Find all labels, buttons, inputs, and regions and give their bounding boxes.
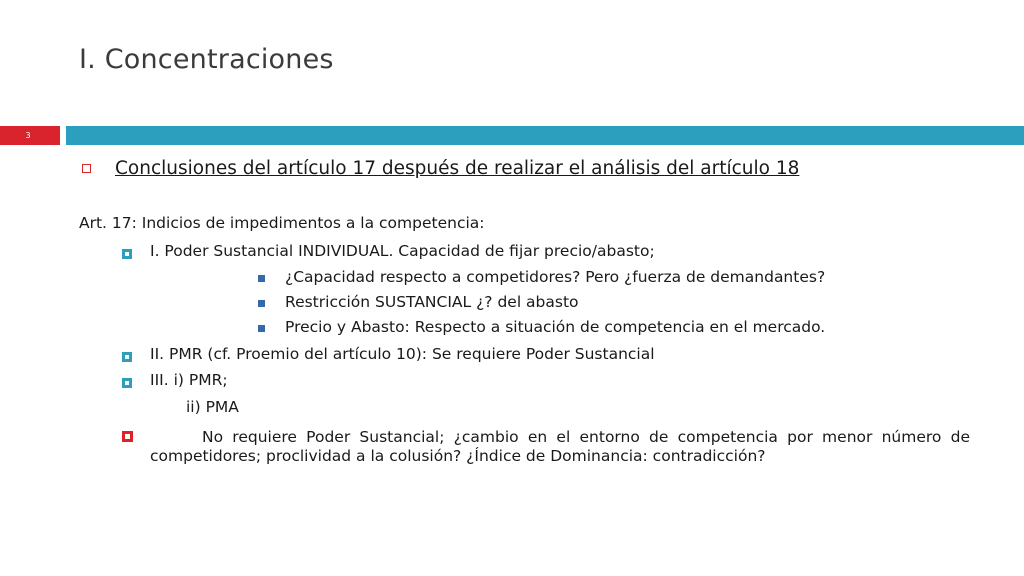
list-item-paragraph-text: No requiere Poder Sustancial; ¿cambio en el entorno de competencia por menor número de competidores; proclividad a la colusión? ¿Índice de Dominancia: contradicción? — [150, 428, 970, 465]
list-item-paragraph — [150, 428, 970, 466]
square-bullet-icon — [122, 249, 132, 259]
sub-list-item: ¿Capacidad respecto a competidores? Pero ¿fuerza de demandantes? — [285, 268, 826, 286]
square-bullet-icon — [122, 352, 132, 362]
heading-row — [82, 155, 799, 181]
small-square-bullet-icon — [258, 300, 265, 307]
intro-line: Art. 17: Indicios de impedimentos a la competencia: — [79, 214, 485, 232]
list-item: I. Poder Sustancial INDIVIDUAL. Capacidad de fijar precio/abasto; — [150, 242, 655, 260]
slide-title: I. Concentraciones — [79, 44, 334, 75]
slide-number — [0, 126, 60, 145]
square-bullet-icon — [122, 378, 132, 388]
sub-list-item: Precio y Abasto: Respecto a situación de competencia en el mercado. — [285, 318, 826, 336]
list-item: II. PMR (cf. Proemio del artículo 10): Se requiere Poder Sustancial — [150, 345, 655, 363]
slide-number-text: 3 — [25, 131, 31, 140]
small-square-bullet-icon — [258, 325, 265, 332]
hollow-square-bullet-icon — [82, 164, 91, 173]
list-item: III. i) PMR; — [150, 371, 228, 389]
section-heading: Conclusiones del artículo 17 después de realizar el análisis del artículo 18 — [115, 157, 800, 179]
square-bullet-icon — [122, 431, 133, 442]
small-square-bullet-icon — [258, 275, 265, 282]
header-divider-bar — [66, 126, 1024, 145]
list-item-continuation: ii) PMA — [186, 398, 239, 416]
sub-list-item: Restricción SUSTANCIAL ¿? del abasto — [285, 293, 579, 311]
